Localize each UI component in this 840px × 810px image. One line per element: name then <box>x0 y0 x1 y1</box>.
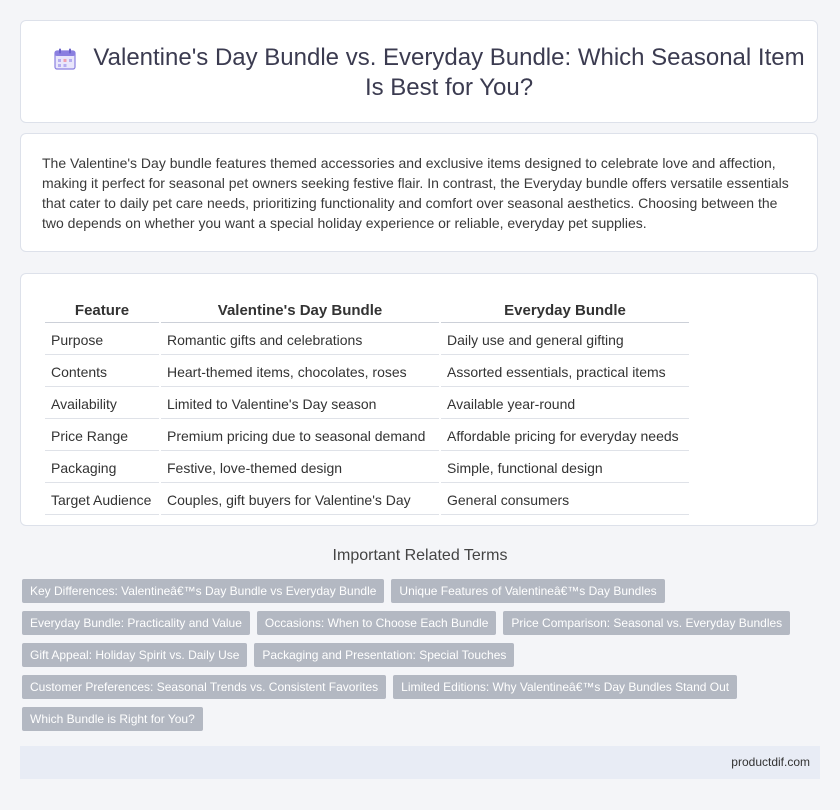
description-card <box>20 133 818 252</box>
valentines-cell: Festive, love-themed design <box>161 453 439 483</box>
footer-bar <box>20 746 820 779</box>
valentines-cell: Premium pricing due to seasonal demand <box>161 421 439 451</box>
everyday-cell: Assorted essentials, practical items <box>441 357 689 387</box>
related-term-tag[interactable]: Gift Appeal: Holiday Spirit vs. Daily Use <box>22 643 247 667</box>
title-card <box>20 20 818 123</box>
related-term-tag[interactable]: Key Differences: Valentineâ€™s Day Bundle vs Everyday Bundle <box>22 579 384 603</box>
related-term-tag[interactable]: Limited Editions: Why Valentineâ€™s Day Bundles Stand Out <box>393 675 737 699</box>
table-row <box>45 421 689 451</box>
related-term-tag[interactable]: Everyday Bundle: Practicality and Value <box>22 611 250 635</box>
header-valentines: Valentine's Day Bundle <box>161 297 439 323</box>
valentines-cell: Limited to Valentine's Day season <box>161 389 439 419</box>
comparison-table <box>43 295 691 517</box>
related-term-tag[interactable]: Customer Preferences: Seasonal Trends vs. Consistent Favorites <box>22 675 386 699</box>
valentines-cell: Romantic gifts and celebrations <box>161 325 439 355</box>
feature-cell: Packaging <box>45 453 159 483</box>
description-text: The Valentine's Day bundle features themed accessories and exclusive items designed to celebrate love and affection, making it perfect for seasonal pet owners seeking festive flair. In contrast, the Everyday bundle offers versatile essentials that cater to daily pet care needs, prioritizing functionality and comfort over seasonal aesthetics. Choosing between the two depends on whether you want a special holiday experience or reliable, everyday pet supplies. <box>42 155 789 231</box>
page-title: Valentine's Day Bundle vs. Everyday Bundle: Which Seasonal Item Is Best for You? <box>93 44 805 101</box>
feature-cell: Contents <box>45 357 159 387</box>
feature-cell: Target Audience <box>45 485 159 515</box>
comparison-table-card <box>20 273 818 526</box>
feature-cell: Price Range <box>45 421 159 451</box>
table-row <box>45 485 689 515</box>
table-header-row <box>45 297 689 323</box>
related-term-tag[interactable]: Which Bundle is Right for You? <box>22 707 203 731</box>
valentines-cell: Couples, gift buyers for Valentine's Day <box>161 485 439 515</box>
header-feature: Feature <box>45 297 159 323</box>
table-row <box>45 389 689 419</box>
related-terms-heading: Important Related Terms <box>332 547 508 564</box>
feature-cell: Purpose <box>45 325 159 355</box>
footer-site-link[interactable]: productdif.com <box>731 755 810 769</box>
everyday-cell: Daily use and general gifting <box>441 325 689 355</box>
related-terms-list <box>22 579 822 739</box>
valentines-cell: Heart-themed items, chocolates, roses <box>161 357 439 387</box>
everyday-cell: General consumers <box>441 485 689 515</box>
table-row <box>45 325 689 355</box>
related-term-tag[interactable]: Packaging and Presentation: Special Touches <box>254 643 514 667</box>
everyday-cell: Simple, functional design <box>441 453 689 483</box>
header-everyday: Everyday Bundle <box>441 297 689 323</box>
related-term-tag[interactable]: Occasions: When to Choose Each Bundle <box>257 611 496 635</box>
feature-cell: Availability <box>45 389 159 419</box>
table-row <box>45 357 689 387</box>
related-term-tag[interactable]: Price Comparison: Seasonal vs. Everyday Bundles <box>503 611 790 635</box>
calendar-icon <box>53 47 77 71</box>
table-row <box>45 453 689 483</box>
everyday-cell: Affordable pricing for everyday needs <box>441 421 689 451</box>
related-term-tag[interactable]: Unique Features of Valentineâ€™s Day Bundles <box>391 579 664 603</box>
everyday-cell: Available year-round <box>441 389 689 419</box>
